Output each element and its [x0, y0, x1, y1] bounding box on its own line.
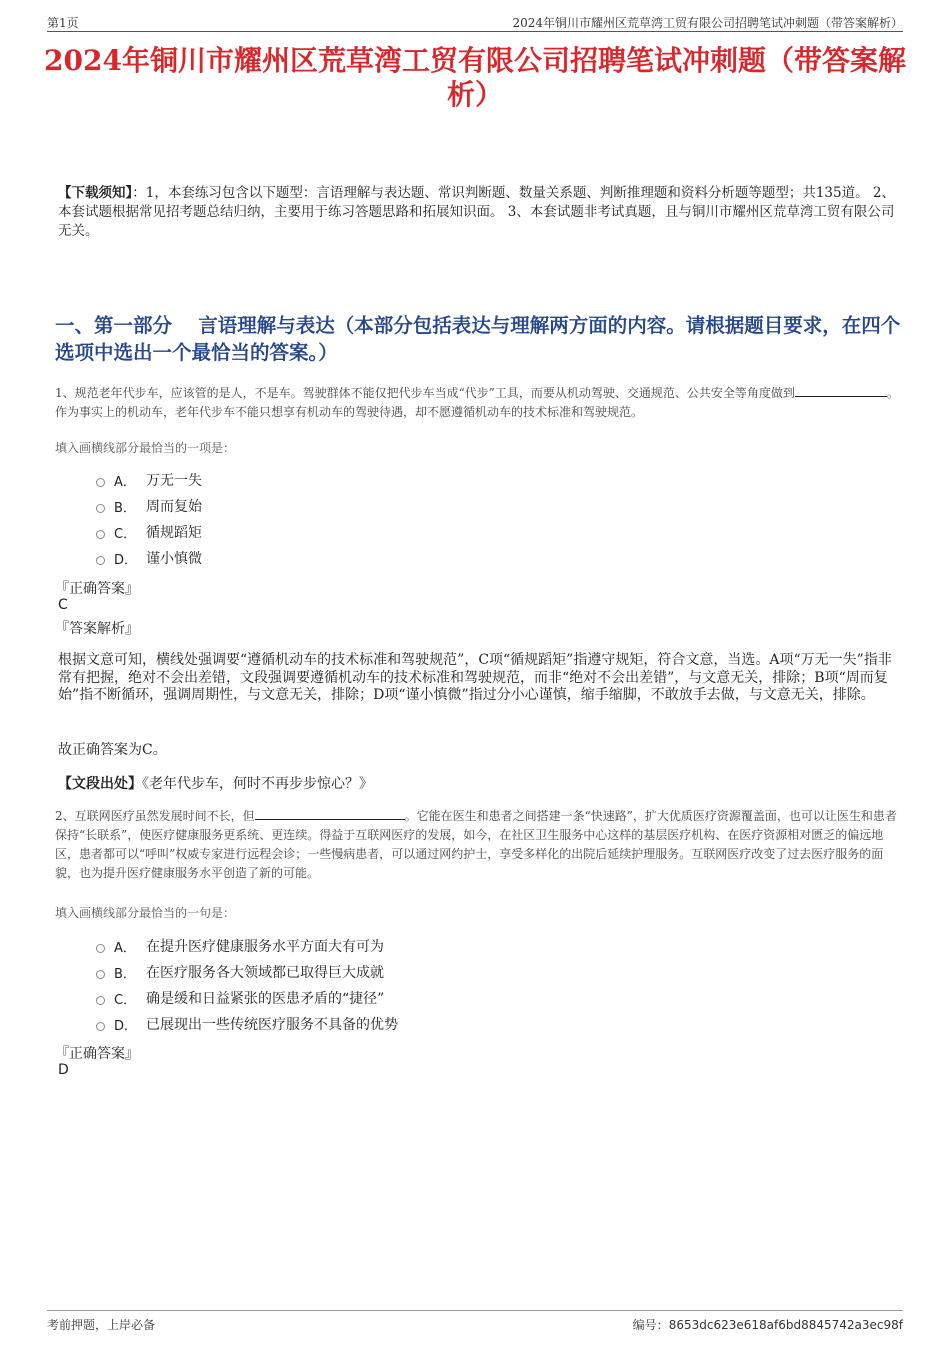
question-2-answer: D: [58, 1062, 69, 1078]
question-1-option-b[interactable]: [96, 493, 202, 519]
option-text: 万无一失: [146, 473, 202, 489]
option-letter: A．: [114, 940, 136, 956]
question-1-text-part-a: 1、规范老年代步车，应该管的是人，不是车。驾驶群体不能仅把代步车当成“代步”工具，而要从机动驾驶、交通规范、公共安全等角度做到: [55, 386, 795, 400]
question-1-text: [55, 384, 902, 422]
question-1-option-a[interactable]: [96, 467, 202, 493]
option-letter: A．: [114, 474, 136, 490]
radio-button[interactable]: [96, 504, 105, 513]
page-header: [47, 12, 903, 32]
option-letter: C．: [114, 992, 137, 1008]
radio-button[interactable]: [96, 478, 105, 487]
option-text: 已展现出一些传统医疗服务不具备的优势: [146, 1017, 398, 1033]
question-1-analysis-label: 『答案解析』: [55, 621, 139, 637]
header-doc-title: 2024年铜川市耀州区荒草湾工贸有限公司招聘笔试冲刺题（带答案解析）: [512, 16, 903, 30]
question-1-options: [96, 467, 202, 571]
question-2-text: [55, 807, 902, 883]
radio-button[interactable]: [96, 944, 105, 953]
option-letter: C．: [114, 526, 137, 542]
footer-code: [633, 1316, 903, 1333]
question-1-option-c[interactable]: [96, 519, 202, 545]
download-notice: [58, 184, 902, 241]
question-1-prompt: 填入画横线部分最恰当的一项是：: [55, 441, 236, 455]
code-label: 编号：: [632, 1318, 669, 1332]
option-letter: D．: [114, 1018, 138, 1034]
option-letter: B．: [114, 966, 136, 982]
option-text: 周而复始: [146, 499, 202, 515]
page-number: 第1页: [47, 16, 79, 30]
question-1-answer-label: 『正确答案』: [55, 581, 139, 597]
section-title: 一、第一部分 言语理解与表达（本部分包括表达与理解两方面的内容。请根据题目要求，在四个选项中选出一个最恰当的答案。）: [55, 314, 901, 364]
question-1-text-part-b: 。作为事实上的机动车，老年代步车不能只想享有机动车的驾驶待遇，却不愿遵循机动车的技术标准和驾驶规范。: [55, 386, 899, 419]
source-text: 《老年代步车，何时不再步步惊心？》: [142, 776, 373, 792]
question-2-option-c[interactable]: [96, 985, 398, 1011]
option-text: 在提升医疗健康服务水平方面大有可为: [146, 939, 384, 955]
question-1-option-d[interactable]: [96, 545, 202, 571]
question-2-option-a[interactable]: [96, 933, 398, 959]
option-text: 谨小慎微: [146, 551, 202, 567]
answer-blank: [255, 808, 405, 820]
question-1-conclusion: 故正确答案为C。: [58, 742, 167, 758]
document-title: 2024年铜川市耀州区荒草湾工贸有限公司招聘笔试冲刺题（带答案解析）: [44, 44, 906, 111]
radio-button[interactable]: [96, 996, 105, 1005]
option-text: 循规蹈矩: [146, 525, 202, 541]
option-text: 确是缓和日益紧张的医患矛盾的“捷径”: [146, 991, 385, 1007]
option-letter: B．: [114, 500, 136, 516]
answer-blank: [795, 385, 887, 397]
option-text: 在医疗服务各大领域都已取得巨大成就: [146, 965, 384, 981]
question-2-option-d[interactable]: [96, 1011, 398, 1037]
option-letter: D．: [114, 552, 138, 568]
footer-slogan: 考前押题，上岸必备: [47, 1318, 156, 1332]
source-label: 【文段出处】: [58, 776, 142, 792]
radio-button[interactable]: [96, 530, 105, 539]
radio-button[interactable]: [96, 970, 105, 979]
question-2-prompt: 填入画横线部分最恰当的一句是：: [55, 906, 236, 920]
page-footer: [47, 1310, 903, 1334]
question-2-options: [96, 933, 398, 1037]
question-1-source: [58, 773, 373, 793]
radio-button[interactable]: [96, 1022, 105, 1031]
question-2-text-part-a: 2、互联网医疗虽然发展时间不长，但: [55, 809, 255, 823]
notice-label: 【下载须知】: [58, 185, 133, 201]
question-2-answer-label: 『正确答案』: [55, 1046, 139, 1062]
question-2-text-part-b: 。它能在医生和患者之间搭建一条“快速路”，扩大优质医疗资源覆盖面，也可以让医生和患者保持“长联系”，使医疗健康服务更系统、更连续。得益于互联网医疗的发展，如今，在社区卫生服务中心这样的基层医疗机构、在医疗资源相对匮乏的偏远地区，患者都可以“呼叫”权威专家进行远程会诊；一些慢病患者，可以通过网约护士，享受多样化的出院后延续护理服务。互联网医疗改变了过去医疗服务的面貌，也为提升医疗健康服务水平创造了新的可能。: [55, 809, 897, 880]
question-2-option-b[interactable]: [96, 959, 398, 985]
radio-button[interactable]: [96, 556, 105, 565]
notice-text: ：1，本套练习包含以下题型：言语理解与表达题、常识判断题、数量关系题、判断推理题和资料分析题等题型；共135道。 2、本套试题根据常见招考题总结归纳，主要用于练习答题思路和拓展知识面。 3、本套试题非考试真题，且与铜川市耀州区荒草湾工贸有限公司无关。: [58, 185, 895, 239]
question-1-analysis: 根据文意可知，横线处强调要“遵循机动车的技术标准和驾驶规范”，C项“循规蹈矩”指遵守规矩，符合文意，当选。A项“万无一失”指非常有把握，绝对不会出差错，文段强调要遵循机动车的技术标准和驾驶规范，而非“绝对不会出差错”，与文意无关，排除；B项“周而复始”指不断循环，强调周期性，与文意无关，排除；D项“谨小慎微”指过分小心谨慎，缩手缩脚，不敢放手去做，与文意无关，排除。: [58, 652, 892, 703]
question-1-answer: C: [58, 597, 68, 613]
code-value: 8653dc623e618af6bd8845742a3ec98f: [668, 1318, 903, 1332]
